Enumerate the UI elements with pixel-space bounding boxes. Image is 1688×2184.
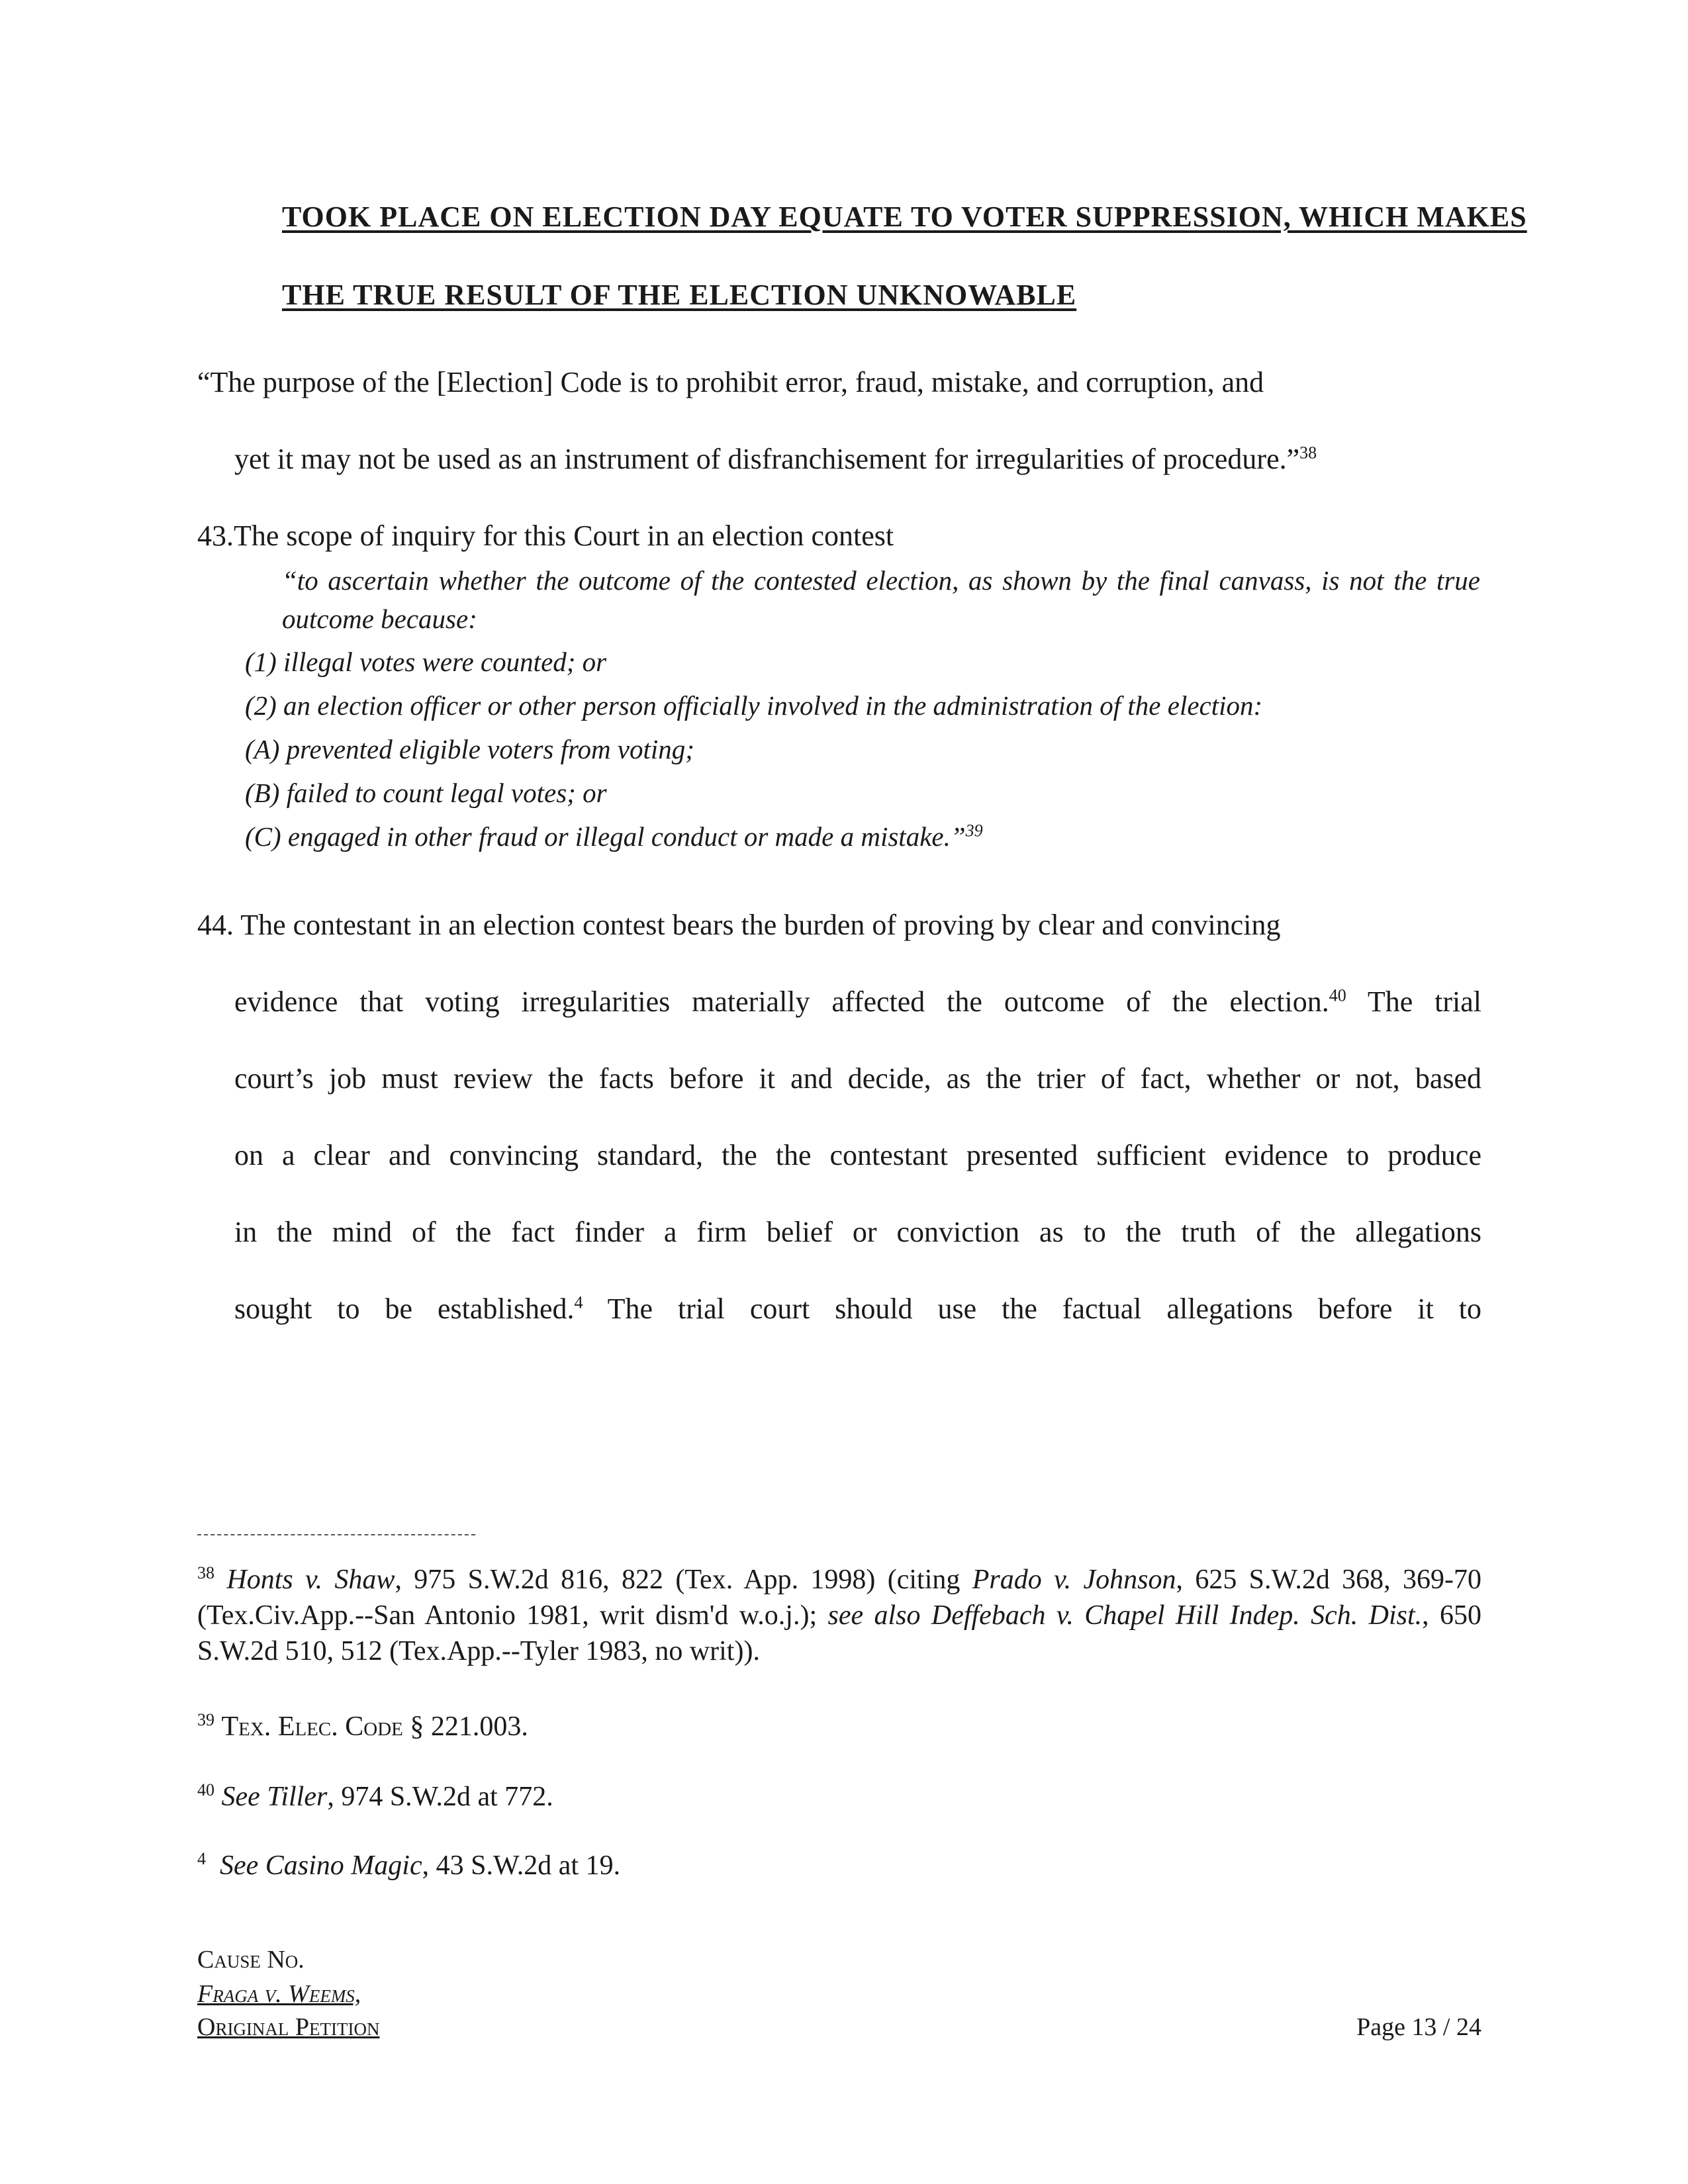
paragraph-42 [197, 344, 1481, 498]
paragraph-44-text-2a: evidence that voting irregularities materially affected the outcome of the election. [234, 985, 1329, 1018]
paragraph-42-text-2: yet it may not be used as an instrument of disfranchisement for irregularities of procedure.” [234, 443, 1300, 475]
paragraph-42-text-1: “The purpose of the [Election] Code is to prohibit error, fraud, mistake, and corruption, and [197, 366, 1264, 398]
section-heading-line-1: TOOK PLACE ON ELECTION DAY EQUATE TO VOTER SUPPRESSION, WHICH MAKES [282, 201, 1527, 233]
footnote-ref-39[interactable]: 39 [965, 821, 983, 841]
paragraph-44-line-2 [234, 964, 1481, 1040]
statute-quote-item: (2) an election officer or other person officially involved in the administration of the election: [245, 690, 1263, 721]
citation-text: Tex. Elec. Code § 221.003. [221, 1711, 528, 1742]
statute-quote-item: (1) illegal votes were counted; or [245, 647, 607, 677]
footnote-38 [197, 1562, 1481, 1669]
case-citation: see also Deffebach v. Chapel Hill Indep. Sch. Dist. [827, 1600, 1423, 1631]
section-heading-line-2: THE TRUE RESULT OF THE ELECTION UNKNOWABLE [282, 279, 1077, 311]
paragraph-44-line-6 [234, 1271, 1481, 1347]
citation-text: , 650 S.W.2d 510, 512 (Tex.App.--Tyler 1983, no writ)). [197, 1600, 1482, 1666]
paragraph-44 [197, 887, 1481, 1347]
citation-text: , 975 S.W.2d 816, 822 (Tex. App. 1998) (citing [395, 1565, 972, 1595]
paragraph-44-line-5: in the mind of the fact finder a firm belief or conviction as to the truth of the allegations [234, 1216, 1481, 1248]
footnote-ref-38[interactable]: 38 [1299, 443, 1317, 463]
footnote-ref-40[interactable]: 40 [1329, 985, 1346, 1005]
paragraph-42-line-1 [197, 344, 1481, 421]
paragraph-44-line-4: on a clear and convincing standard, the the contestant presented sufficient evidence to produce [234, 1139, 1481, 1171]
paragraph-43 [197, 516, 1481, 556]
page-number: Page 13 / 24 [1356, 2013, 1481, 2041]
footnote-number: 38 [197, 1563, 214, 1582]
paragraph-44-text-6a: sought to be established. [234, 1293, 575, 1325]
statute-quote-item: (B) failed to count legal votes; or [245, 778, 607, 808]
case-citation: See Casino Magic [220, 1850, 422, 1881]
footnote-number: 39 [197, 1710, 214, 1729]
footnote-number: 4 [197, 1849, 206, 1868]
footnote-40 [197, 1779, 1481, 1815]
statute-quote-intro: “to ascertain whether the outcome of the contested election, as shown by the final canvass, is not the true outcome because: [282, 565, 1480, 634]
statute-quote-item-last [245, 821, 983, 852]
footnote-39 [197, 1709, 1481, 1745]
paragraph-44-line-3: court’s job must review the facts before it and decide, as the trier of fact, whether or not, based [234, 1062, 1481, 1095]
paragraph-42-line-2 [234, 421, 1481, 498]
paragraph-44-text-6b: The trial court should use the factual allegations before it to [583, 1293, 1482, 1325]
paragraph-44-line-1: 44. The contestant in an election contest bears the burden of proving by clear and convincing [197, 909, 1281, 941]
footnote-separator [197, 1534, 475, 1535]
citation-text: , 974 S.W.2d at 772. [327, 1782, 553, 1812]
case-citation: See Tiller [221, 1782, 328, 1812]
footnote-4 [197, 1848, 1481, 1884]
case-citation: Honts v. Shaw [226, 1565, 395, 1595]
paragraph-43-text: 43.The scope of inquiry for this Court in an election contest [197, 520, 894, 552]
footnote-ref-4[interactable]: 4 [574, 1293, 583, 1312]
footer-document-title: Original Petition [197, 2013, 380, 2041]
case-citation: Prado v. Johnson [972, 1565, 1176, 1595]
citation-text: , 43 S.W.2d at 19. [422, 1850, 621, 1881]
footer-cause-number: Cause No. [197, 1946, 305, 1974]
statute-quote-item: (A) prevented eligible voters from voting; [245, 734, 694, 764]
statute-quote-item-text: (C) engaged in other fraud or illegal conduct or made a mistake.” [245, 821, 966, 852]
footnote-number: 40 [197, 1780, 214, 1799]
citation-text: , 625 S.W.2d 368, 369-70 (Tex.Civ.App.--San Antonio 1981, writ dism'd w.o.j.); [197, 1565, 1482, 1631]
footer-case-name: Fraga v. Weems, [197, 1980, 361, 2008]
paragraph-44-text-2b: The trial [1346, 985, 1481, 1018]
